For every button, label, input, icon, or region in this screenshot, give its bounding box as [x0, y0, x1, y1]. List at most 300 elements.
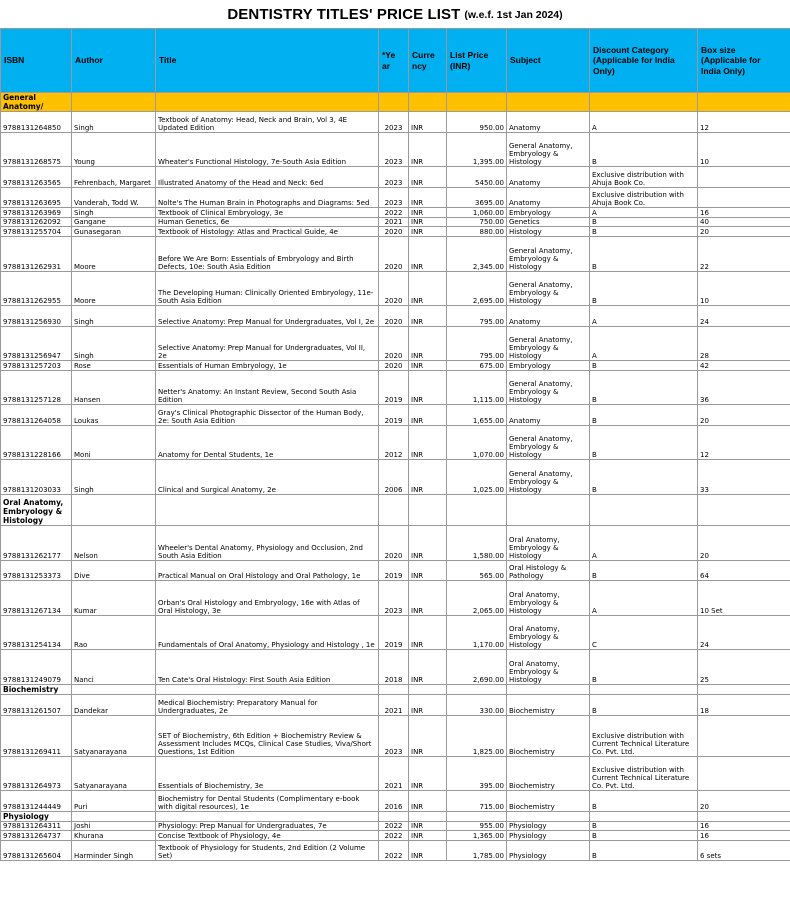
cell-box: 12 [698, 425, 790, 460]
cell-isbn: 9788131265604 [1, 840, 72, 861]
cell-author: Satyanarayana [72, 756, 156, 791]
table-row[interactable] [1, 791, 790, 812]
section-title: Biochemistry [1, 684, 72, 694]
table-row[interactable] [1, 405, 790, 426]
cell-title: SET of Biochemistry, 6th Edition + Biochemistry Review & Assessment Includes MCQs, Clinical Case Studies, Viva/Short Questions, 1st Edition [156, 715, 379, 756]
col-discount[interactable]: Discount Category (Applicable for India Only) [590, 29, 698, 93]
cell-author: Moore [72, 271, 156, 306]
cell-box: 10 Set [698, 581, 790, 616]
section-title: Oral Anatomy, Embryology & Histology [1, 494, 72, 526]
effective-date: (w.e.f. 1st Jan 2024) [464, 9, 563, 21]
cell-currency: INR [409, 715, 447, 756]
cell-subject: Oral Anatomy, Embryology & Histology [507, 526, 590, 561]
cell-year: 2020 [379, 237, 409, 272]
cell-author: Moore [72, 237, 156, 272]
table-row[interactable] [1, 756, 790, 791]
cell-subject: Biochemistry [507, 715, 590, 756]
cell-isbn: 9788131203033 [1, 460, 72, 495]
header-row [1, 29, 790, 93]
cell-discount: B [590, 361, 698, 371]
cell-price: 1,025.00 [447, 460, 507, 495]
cell-price: 1,170.00 [447, 615, 507, 650]
cell-price: 955.00 [447, 821, 507, 831]
table-row[interactable] [1, 326, 790, 361]
cell-isbn: 9788131267134 [1, 581, 72, 616]
cell-title: Textbook of Clinical Embryology, 3e [156, 208, 379, 218]
section-filler-cell [72, 93, 156, 112]
cell-box: 20 [698, 227, 790, 237]
cell-isbn: 9788131262955 [1, 271, 72, 306]
cell-subject: General Anatomy, Embryology & Histology [507, 132, 590, 167]
cell-year: 2020 [379, 306, 409, 327]
cell-price: 795.00 [447, 306, 507, 327]
cell-box: 42 [698, 361, 790, 371]
section-filler-cell [698, 93, 790, 112]
table-row[interactable] [1, 694, 790, 715]
cell-discount: A [590, 326, 698, 361]
cell-year: 2020 [379, 361, 409, 371]
cell-currency: INR [409, 217, 447, 227]
cell-isbn: 9788131262177 [1, 526, 72, 561]
table-row[interactable] [1, 831, 790, 841]
cell-isbn: 9788131257128 [1, 370, 72, 405]
cell-isbn: 9788131264973 [1, 756, 72, 791]
cell-title: Gray's Clinical Photographic Dissector of the Human Body, 2e: South Asia Edition [156, 405, 379, 426]
cell-title: Selective Anatomy: Prep Manual for Undergraduates, Vol I, 2e [156, 306, 379, 327]
cell-subject: Oral Anatomy, Embryology & Histology [507, 581, 590, 616]
cell-isbn: 9788131249079 [1, 650, 72, 685]
cell-subject: General Anatomy, Embryology & Histology [507, 425, 590, 460]
cell-price: 395.00 [447, 756, 507, 791]
cell-subject: Oral Anatomy, Embryology & Histology [507, 650, 590, 685]
cell-price: 1,785.00 [447, 840, 507, 861]
section-filler-cell [379, 494, 409, 526]
cell-isbn: 9788131263565 [1, 167, 72, 188]
cell-title: Orban's Oral Histology and Embryology, 16e with Atlas of Oral Histology, 3e [156, 581, 379, 616]
price-list-table [0, 28, 790, 861]
col-subject[interactable]: Subject [507, 29, 590, 93]
cell-title: Illustrated Anatomy of the Head and Neck: 6ed [156, 167, 379, 188]
cell-discount: B [590, 840, 698, 861]
cell-isbn: 9788131264311 [1, 821, 72, 831]
cell-box: 16 [698, 208, 790, 218]
table-row[interactable] [1, 361, 790, 371]
section-filler-cell [447, 684, 507, 694]
cell-author: Rao [72, 615, 156, 650]
cell-isbn: 9788131244449 [1, 791, 72, 812]
cell-price: 1,365.00 [447, 831, 507, 841]
cell-year: 2023 [379, 167, 409, 188]
cell-year: 2023 [379, 187, 409, 208]
cell-year: 2019 [379, 560, 409, 581]
cell-currency: INR [409, 167, 447, 188]
cell-discount: B [590, 831, 698, 841]
cell-discount: Exclusive distribution with Ahuja Book Co. [590, 167, 698, 188]
cell-box: 16 [698, 831, 790, 841]
table-row[interactable] [1, 615, 790, 650]
cell-box: 36 [698, 370, 790, 405]
cell-subject: Anatomy [507, 306, 590, 327]
section-filler-cell [156, 811, 379, 821]
cell-box: 33 [698, 460, 790, 495]
cell-author: Moni [72, 425, 156, 460]
cell-currency: INR [409, 112, 447, 133]
cell-subject: Biochemistry [507, 791, 590, 812]
cell-author: Singh [72, 208, 156, 218]
cell-currency: INR [409, 831, 447, 841]
cell-price: 5450.00 [447, 167, 507, 188]
col-author[interactable]: Author [72, 29, 156, 93]
cell-title: Practical Manual on Oral Histology and Oral Pathology, 1e [156, 560, 379, 581]
cell-year: 2021 [379, 217, 409, 227]
cell-subject: Biochemistry [507, 756, 590, 791]
cell-subject: Embryology [507, 208, 590, 218]
section-filler-cell [409, 684, 447, 694]
cell-box: 6 sets [698, 840, 790, 861]
cell-author: Singh [72, 460, 156, 495]
cell-price: 2,690.00 [447, 650, 507, 685]
cell-currency: INR [409, 840, 447, 861]
table-row[interactable] [1, 821, 790, 831]
cell-discount: B [590, 560, 698, 581]
cell-discount: Exclusive distribution with Current Technical Literature Co. Pvt. Ltd. [590, 756, 698, 791]
cell-currency: INR [409, 615, 447, 650]
cell-subject: Embryology [507, 361, 590, 371]
section-filler-cell [379, 684, 409, 694]
section-filler-cell [507, 811, 590, 821]
cell-author: Harminder Singh [72, 840, 156, 861]
cell-currency: INR [409, 271, 447, 306]
cell-author: Joshi [72, 821, 156, 831]
cell-year: 2020 [379, 326, 409, 361]
cell-subject: Histology [507, 227, 590, 237]
cell-author: Kumar [72, 581, 156, 616]
cell-author: Satyanarayana [72, 715, 156, 756]
cell-isbn: 9788131264737 [1, 831, 72, 841]
section-filler-cell [409, 93, 447, 112]
cell-price: 1,655.00 [447, 405, 507, 426]
cell-box: 25 [698, 650, 790, 685]
table-row[interactable] [1, 217, 790, 227]
cell-subject: General Anatomy, Embryology & Histology [507, 460, 590, 495]
section-filler-cell [379, 93, 409, 112]
cell-year: 2018 [379, 650, 409, 685]
cell-subject: Anatomy [507, 167, 590, 188]
table-row[interactable] [1, 650, 790, 685]
cell-currency: INR [409, 791, 447, 812]
table-row[interactable] [1, 526, 790, 561]
cell-subject: Genetics [507, 217, 590, 227]
cell-subject: General Anatomy, Embryology & Histology [507, 237, 590, 272]
cell-currency: INR [409, 560, 447, 581]
cell-isbn: 9788131263969 [1, 208, 72, 218]
section-filler-cell [156, 684, 379, 694]
cell-year: 2022 [379, 821, 409, 831]
cell-isbn: 9788131255704 [1, 227, 72, 237]
cell-box [698, 715, 790, 756]
cell-discount: B [590, 132, 698, 167]
cell-author: Vanderah, Todd W. [72, 187, 156, 208]
cell-year: 2012 [379, 425, 409, 460]
table-row[interactable] [1, 237, 790, 272]
table-row[interactable] [1, 208, 790, 218]
table-row[interactable] [1, 167, 790, 188]
cell-year: 2016 [379, 791, 409, 812]
cell-title: Ten Cate's Oral Histology: First South Asia Edition [156, 650, 379, 685]
cell-subject: Anatomy [507, 405, 590, 426]
cell-discount: B [590, 791, 698, 812]
section-filler-cell [72, 494, 156, 526]
cell-isbn: 9788131254134 [1, 615, 72, 650]
cell-price: 565.00 [447, 560, 507, 581]
cell-year: 2023 [379, 715, 409, 756]
col-box-size[interactable]: Box size (Applicable for India Only) [698, 29, 790, 93]
section-title: General Anatomy/ [1, 93, 72, 112]
cell-title: Nolte's The Human Brain in Photographs and Diagrams: 5ed [156, 187, 379, 208]
section-filler-cell [590, 684, 698, 694]
cell-author: Dive [72, 560, 156, 581]
price-list-title: DENTISTRY TITLES' PRICE LIST [227, 5, 461, 23]
cell-title: Essentials of Biochemistry, 3e [156, 756, 379, 791]
table-row[interactable] [1, 271, 790, 306]
cell-year: 2023 [379, 581, 409, 616]
cell-box: 18 [698, 694, 790, 715]
cell-year: 2022 [379, 840, 409, 861]
section-filler-cell [590, 811, 698, 821]
cell-discount: A [590, 581, 698, 616]
cell-author: Singh [72, 306, 156, 327]
cell-box: 20 [698, 791, 790, 812]
col-price[interactable]: List Price (INR) [447, 29, 507, 93]
cell-discount: B [590, 237, 698, 272]
cell-author: Dandekar [72, 694, 156, 715]
section-filler-cell [156, 494, 379, 526]
cell-box: 16 [698, 821, 790, 831]
cell-currency: INR [409, 821, 447, 831]
cell-author: Singh [72, 326, 156, 361]
cell-title: The Developing Human: Clinically Oriented Embryology, 11e- South Asia Edition [156, 271, 379, 306]
section-row [1, 811, 790, 821]
table-row[interactable] [1, 715, 790, 756]
cell-title: Textbook of Physiology for Students, 2nd Edition (2 Volume Set) [156, 840, 379, 861]
cell-discount: Exclusive distribution with Ahuja Book Co. [590, 187, 698, 208]
cell-isbn: 9788131253373 [1, 560, 72, 581]
cell-author: Fehrenbach, Margaret [72, 167, 156, 188]
cell-subject: Biochemistry [507, 694, 590, 715]
cell-discount: A [590, 306, 698, 327]
cell-isbn: 9788131262092 [1, 217, 72, 227]
cell-title: Textbook of Histology: Atlas and Practical Guide, 4e [156, 227, 379, 237]
cell-price: 1,395.00 [447, 132, 507, 167]
table-row[interactable] [1, 581, 790, 616]
cell-discount: Exclusive distribution with Current Technical Literature Co. Pvt. Ltd. [590, 715, 698, 756]
cell-author: Puri [72, 791, 156, 812]
cell-title: Biochemistry for Dental Students (Complimentary e-book with digital resources), 1e [156, 791, 379, 812]
cell-title: Textbook of Anatomy: Head, Neck and Brain, Vol 3, 4E Updated Edition [156, 112, 379, 133]
cell-author: Gangane [72, 217, 156, 227]
table-row[interactable] [1, 425, 790, 460]
cell-subject: Oral Anatomy, Embryology & Histology [507, 615, 590, 650]
cell-author: Singh [72, 112, 156, 133]
cell-currency: INR [409, 370, 447, 405]
cell-year: 2020 [379, 227, 409, 237]
cell-box: 28 [698, 326, 790, 361]
cell-year: 2019 [379, 405, 409, 426]
table-row[interactable] [1, 840, 790, 861]
section-filler-cell [72, 684, 156, 694]
cell-currency: INR [409, 361, 447, 371]
cell-box: 10 [698, 271, 790, 306]
section-filler-cell [698, 494, 790, 526]
cell-discount: A [590, 526, 698, 561]
section-filler-cell [590, 93, 698, 112]
table-row[interactable] [1, 132, 790, 167]
cell-title: Essentials of Human Embryology, 1e [156, 361, 379, 371]
cell-price: 715.00 [447, 791, 507, 812]
cell-price: 2,695.00 [447, 271, 507, 306]
cell-price: 330.00 [447, 694, 507, 715]
cell-discount: B [590, 821, 698, 831]
cell-price: 675.00 [447, 361, 507, 371]
cell-box: 24 [698, 306, 790, 327]
table-row[interactable] [1, 306, 790, 327]
cell-discount: B [590, 227, 698, 237]
cell-currency: INR [409, 425, 447, 460]
cell-isbn: 9788131263695 [1, 187, 72, 208]
cell-year: 2019 [379, 370, 409, 405]
cell-year: 2023 [379, 132, 409, 167]
cell-price: 750.00 [447, 217, 507, 227]
cell-title: Human Genetics, 6e [156, 217, 379, 227]
cell-price: 795.00 [447, 326, 507, 361]
cell-price: 3695.00 [447, 187, 507, 208]
cell-price: 1,580.00 [447, 526, 507, 561]
cell-currency: INR [409, 581, 447, 616]
cell-author: Loukas [72, 405, 156, 426]
section-filler-cell [447, 811, 507, 821]
cell-title: Anatomy for Dental Students, 1e [156, 425, 379, 460]
cell-author: Nelson [72, 526, 156, 561]
cell-currency: INR [409, 187, 447, 208]
cell-currency: INR [409, 208, 447, 218]
cell-title: Clinical and Surgical Anatomy, 2e [156, 460, 379, 495]
table-row[interactable] [1, 112, 790, 133]
cell-year: 2021 [379, 694, 409, 715]
cell-year: 2020 [379, 526, 409, 561]
cell-discount: B [590, 650, 698, 685]
cell-currency: INR [409, 650, 447, 685]
table-row[interactable] [1, 187, 790, 208]
cell-author: Hansen [72, 370, 156, 405]
cell-box: 10 [698, 132, 790, 167]
cell-author: Rose [72, 361, 156, 371]
table-row[interactable] [1, 370, 790, 405]
cell-price: 950.00 [447, 112, 507, 133]
cell-box [698, 756, 790, 791]
col-isbn[interactable]: ISBN [1, 29, 72, 93]
cell-currency: INR [409, 694, 447, 715]
cell-discount: A [590, 208, 698, 218]
cell-subject: Anatomy [507, 112, 590, 133]
cell-box: 40 [698, 217, 790, 227]
cell-year: 2020 [379, 271, 409, 306]
cell-year: 2006 [379, 460, 409, 495]
cell-currency: INR [409, 132, 447, 167]
cell-box: 24 [698, 615, 790, 650]
cell-box: 22 [698, 237, 790, 272]
cell-year: 2021 [379, 756, 409, 791]
cell-subject: Physiology [507, 840, 590, 861]
section-filler-cell [72, 811, 156, 821]
cell-subject: General Anatomy, Embryology & Histology [507, 271, 590, 306]
table-row[interactable] [1, 460, 790, 495]
cell-currency: INR [409, 756, 447, 791]
cell-title: Netter's Anatomy: An Instant Review, Second South Asia Edition [156, 370, 379, 405]
cell-box: 20 [698, 526, 790, 561]
col-year[interactable]: *Ye ar [379, 29, 409, 93]
cell-discount: C [590, 615, 698, 650]
cell-title: Wheater's Functional Histology, 7e-South Asia Edition [156, 132, 379, 167]
cell-currency: INR [409, 405, 447, 426]
cell-discount: B [590, 694, 698, 715]
table-row[interactable] [1, 227, 790, 237]
cell-title: Physiology: Prep Manual for Undergraduates, 7e [156, 821, 379, 831]
cell-isbn: 9788131228166 [1, 425, 72, 460]
section-filler-cell [698, 811, 790, 821]
cell-title: Selective Anatomy: Prep Manual for Undergraduates, Vol II, 2e [156, 326, 379, 361]
cell-title: Medical Biochemistry: Preparatory Manual for Undergraduates, 2e [156, 694, 379, 715]
cell-currency: INR [409, 460, 447, 495]
cell-isbn: 9788131256930 [1, 306, 72, 327]
cell-isbn: 9788131261507 [1, 694, 72, 715]
cell-subject: Physiology [507, 831, 590, 841]
cell-discount: B [590, 405, 698, 426]
section-row [1, 684, 790, 694]
section-row [1, 93, 790, 112]
cell-box: 64 [698, 560, 790, 581]
cell-box [698, 187, 790, 208]
cell-isbn: 9788131269411 [1, 715, 72, 756]
section-title: Physiology [1, 811, 72, 821]
col-currency[interactable]: Curre ncy [409, 29, 447, 93]
cell-box: 12 [698, 112, 790, 133]
section-filler-cell [507, 494, 590, 526]
cell-title: Fundamentals of Oral Anatomy, Physiology and Histology , 1e [156, 615, 379, 650]
section-filler-cell [409, 494, 447, 526]
cell-year: 2019 [379, 615, 409, 650]
cell-author: Nanci [72, 650, 156, 685]
cell-subject: Oral Histology & Pathology [507, 560, 590, 581]
cell-discount: B [590, 370, 698, 405]
cell-discount: B [590, 271, 698, 306]
cell-year: 2022 [379, 208, 409, 218]
section-filler-cell [447, 93, 507, 112]
cell-isbn: 9788131256947 [1, 326, 72, 361]
col-title[interactable]: Title [156, 29, 379, 93]
cell-currency: INR [409, 306, 447, 327]
cell-subject: Physiology [507, 821, 590, 831]
cell-discount: B [590, 425, 698, 460]
cell-discount: B [590, 460, 698, 495]
cell-discount: B [590, 217, 698, 227]
cell-price: 2,345.00 [447, 237, 507, 272]
section-filler-cell [379, 811, 409, 821]
table-row[interactable] [1, 560, 790, 581]
cell-title: Wheeler's Dental Anatomy, Physiology and Occlusion, 2nd South Asia Edition [156, 526, 379, 561]
cell-year: 2023 [379, 112, 409, 133]
cell-title: Before We Are Born: Essentials of Embryology and Birth Defects, 10e: South Asia Edition [156, 237, 379, 272]
section-filler-cell [507, 684, 590, 694]
